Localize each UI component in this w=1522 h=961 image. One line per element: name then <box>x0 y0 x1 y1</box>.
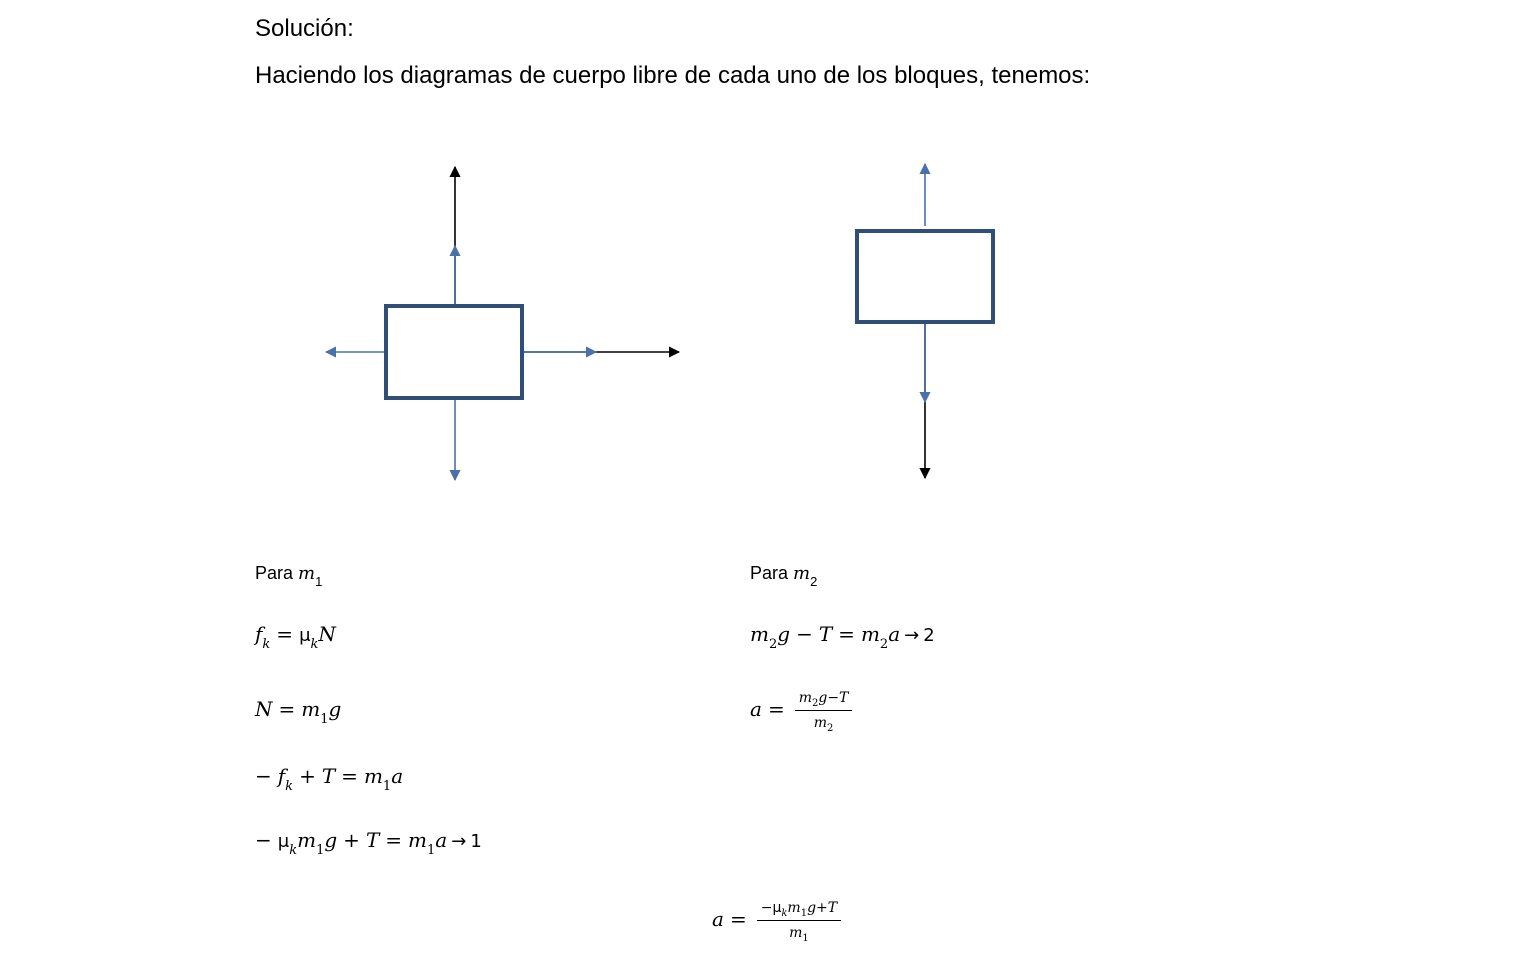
block1-label-var: m <box>298 563 316 584</box>
eq-var: f <box>255 622 263 646</box>
eq-sub: 1 <box>802 933 809 944</box>
eq-var: f <box>277 764 286 788</box>
eq-op: = <box>341 764 358 788</box>
eq-var: g−T <box>818 690 849 706</box>
block2-fraction <box>795 688 853 733</box>
eq-var: m <box>860 622 880 646</box>
block1-label-prefix: Para <box>255 563 299 583</box>
eq-var: a <box>888 622 901 646</box>
block2-label-var: m <box>793 563 811 584</box>
eq-sub: 1 <box>382 779 392 794</box>
eq-var: g <box>324 828 338 852</box>
eq-var: g+T <box>807 900 838 916</box>
block1-eq-normal <box>255 695 342 727</box>
eq-var: a <box>435 828 448 852</box>
block1-label <box>255 560 322 587</box>
block2-label <box>750 560 817 587</box>
eq-var: m <box>798 690 812 706</box>
eq-mu: μ <box>277 831 290 852</box>
fraction-denominator <box>757 921 841 943</box>
eq-sub: k <box>781 908 788 919</box>
eq-var: g <box>328 697 342 721</box>
eq-op: = <box>278 697 296 721</box>
arrow-icon: → <box>451 831 467 852</box>
eq-op: = <box>385 828 403 852</box>
eq-sub: 2 <box>768 637 778 652</box>
eq-sub: 2 <box>827 723 834 734</box>
eq-var: N <box>318 622 336 646</box>
intro-text: Haciendo los diagramas de cuerpo libre de cada uno de los bloques, tenemos: <box>255 62 1091 89</box>
eq-sub: 1 <box>320 712 329 727</box>
eq-mu: μ <box>772 900 782 916</box>
eq-sub: 1 <box>316 843 325 858</box>
arrow-icon: → <box>904 625 920 646</box>
eq-op: = <box>767 697 785 721</box>
block2-label-sub: 2 <box>810 574 818 589</box>
fraction-numerator <box>795 688 853 711</box>
block1-box <box>386 306 522 398</box>
eq-sub: 1 <box>800 908 808 919</box>
eq-op: + <box>343 828 360 852</box>
block1-eq-1 <box>255 826 482 856</box>
eq-op: − <box>255 828 272 852</box>
eq-var: m <box>787 900 801 916</box>
eq-var: m <box>408 828 428 852</box>
eq-sub: 2 <box>879 637 889 652</box>
solution-heading: Solución: <box>255 15 354 42</box>
eq-sub: k <box>262 637 271 652</box>
eq-var: m <box>301 697 321 721</box>
block2-box <box>857 231 993 322</box>
block2-eq-2 <box>750 620 935 650</box>
eq-var: m <box>813 715 827 731</box>
block2-eq-accel <box>750 688 852 733</box>
eq-var: m <box>750 622 769 646</box>
fraction-denominator <box>795 711 853 733</box>
eq-op: + <box>299 764 316 788</box>
eq-mu: μ <box>299 625 311 646</box>
block2-diagram <box>857 164 993 478</box>
block1-diagram <box>326 167 679 480</box>
eq-var: a <box>391 764 404 788</box>
eq-var: T <box>365 828 380 852</box>
eq-var: T <box>321 764 336 788</box>
final-eq-accel <box>712 898 841 943</box>
block2-label-prefix: Para <box>750 563 794 583</box>
eq-var: m <box>297 828 317 852</box>
eq-sub: 2 <box>811 698 819 709</box>
eq-op: = <box>729 907 747 931</box>
eq-sub: k <box>289 843 298 858</box>
eq-var: a <box>750 697 762 721</box>
eq-op: − <box>255 764 272 788</box>
final-fraction <box>757 898 841 943</box>
eq-sub: k <box>285 779 294 794</box>
eq-var: T <box>818 622 833 646</box>
block1-eq-newton <box>255 762 404 794</box>
eq-var: m <box>789 925 803 941</box>
eq-var: a <box>712 907 724 931</box>
block1-eq-friction <box>255 620 336 650</box>
eq-tag: 2 <box>923 625 935 646</box>
eq-var: m <box>363 764 383 788</box>
eq-var: N <box>255 697 273 721</box>
fraction-numerator <box>757 898 841 921</box>
eq-sub: k <box>310 637 319 652</box>
eq-op: = <box>838 622 855 646</box>
eq-op: − <box>796 622 813 646</box>
eq-op: − <box>760 900 773 916</box>
block1-label-sub: 1 <box>315 574 323 589</box>
eq-op: = <box>276 622 294 646</box>
eq-var: g <box>777 622 791 646</box>
eq-tag: 1 <box>470 831 482 852</box>
eq-sub: 1 <box>427 843 436 858</box>
